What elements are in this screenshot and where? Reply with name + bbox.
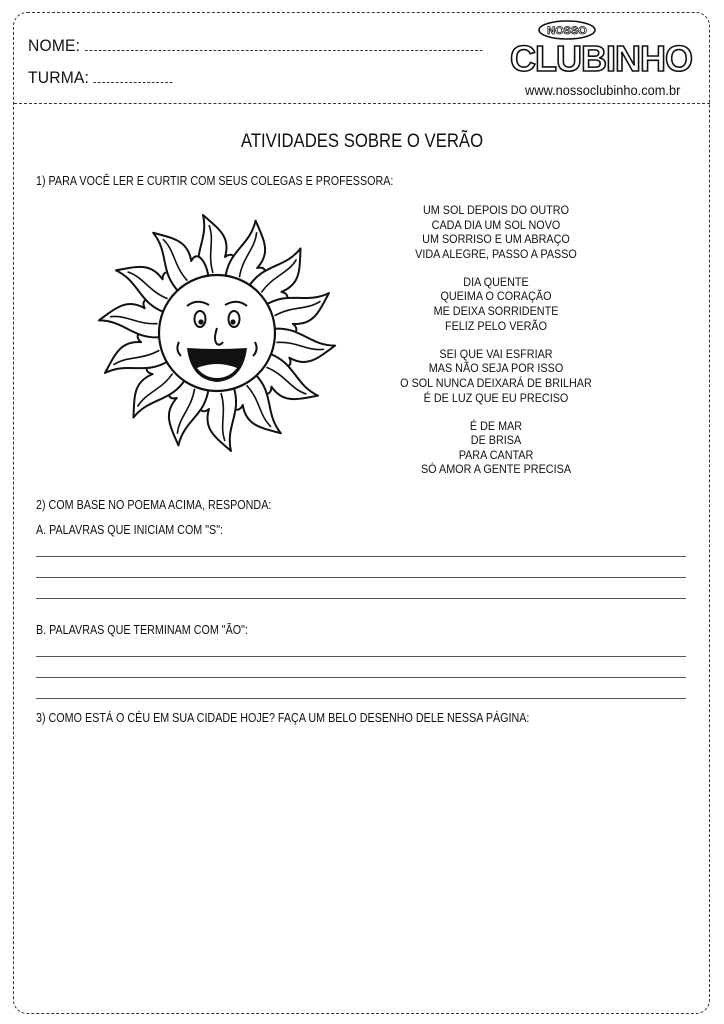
answer-line[interactable]: [36, 698, 686, 699]
sun-illustration: [86, 198, 348, 474]
poem-stanza: [392, 275, 601, 333]
answer-line[interactable]: [36, 577, 686, 578]
name-label: NOME:: [28, 36, 81, 55]
poem-line: É DE LUZ QUE EU PRECISO: [423, 390, 569, 405]
drawing-area[interactable]: [30, 735, 694, 1000]
poem-stanza: [392, 203, 601, 261]
poem-line: SEI QUE VAI ESFRIAR: [439, 346, 553, 361]
question-2: 2) COM BASE NO POEMA ACIMA, RESPONDA:: [36, 498, 272, 512]
website-text: www.nossoclubinho.com.br: [525, 83, 681, 98]
poem-line: O SOL NUNCA DEIXARÁ DE BRILHAR: [400, 375, 592, 390]
page-title: ATIVIDADES SOBRE O VERÃO: [240, 131, 484, 152]
poem-line: É DE MAR: [469, 418, 523, 433]
poem-line: DIA QUENTE: [463, 274, 529, 289]
question-3: 3) COMO ESTÁ O CÉU EM SUA CIDADE HOJE? FAÇA UM BELO DESENHO DELE NESSA PÁGINA:: [36, 711, 530, 725]
poem-line: PARA CANTAR: [458, 447, 534, 462]
answer-line[interactable]: [36, 677, 686, 678]
answer-line[interactable]: [36, 656, 686, 657]
poem: [392, 203, 601, 491]
poem-line: DE BRISA: [470, 433, 522, 448]
poem-line: ME DEIXA SORRIDENTE: [433, 304, 559, 319]
question-2b: B. PALAVRAS QUE TERMINAM COM "ÃO":: [36, 623, 248, 637]
header-separator: [14, 103, 710, 104]
poem-stanza: [392, 347, 601, 405]
poem-line: SÓ AMOR A GENTE PRECISA: [420, 462, 572, 477]
poem-line: FELIZ PELO VERÃO: [444, 318, 548, 333]
class-input-line[interactable]: [94, 68, 173, 83]
poem-stanza: [392, 419, 601, 477]
class-field[interactable]: [28, 68, 173, 88]
logo-main-text: CLUBINHO: [510, 38, 692, 79]
answer-line[interactable]: [36, 556, 686, 557]
poem-line: VIDA ALEGRE, PASSO A PASSO: [415, 246, 577, 261]
poem-line: UM SOL DEPOIS DO OUTRO: [422, 203, 570, 217]
poem-line: UM SORRISO E UM ABRAÇO: [422, 232, 570, 247]
poem-line: QUEIMA O CORAÇÃO: [440, 289, 552, 304]
answer-line[interactable]: [36, 598, 686, 599]
poem-line: MAS NÃO SEJA POR ISSO: [428, 361, 564, 376]
name-input-line[interactable]: [85, 36, 482, 51]
name-field[interactable]: [28, 36, 482, 56]
question-2a: A. PALAVRAS QUE INICIAM COM "S":: [36, 523, 224, 537]
class-label: TURMA:: [28, 68, 90, 87]
poem-line: CADA DIA UM SOL NOVO: [431, 217, 561, 232]
logo-top-text: NOSSO: [547, 25, 587, 37]
nosso-clubinho-logo: [505, 18, 697, 82]
question-1: 1) PARA VOCÊ LER E CURTIR COM SEUS COLEGAS E PROFESSORA:: [36, 174, 394, 188]
